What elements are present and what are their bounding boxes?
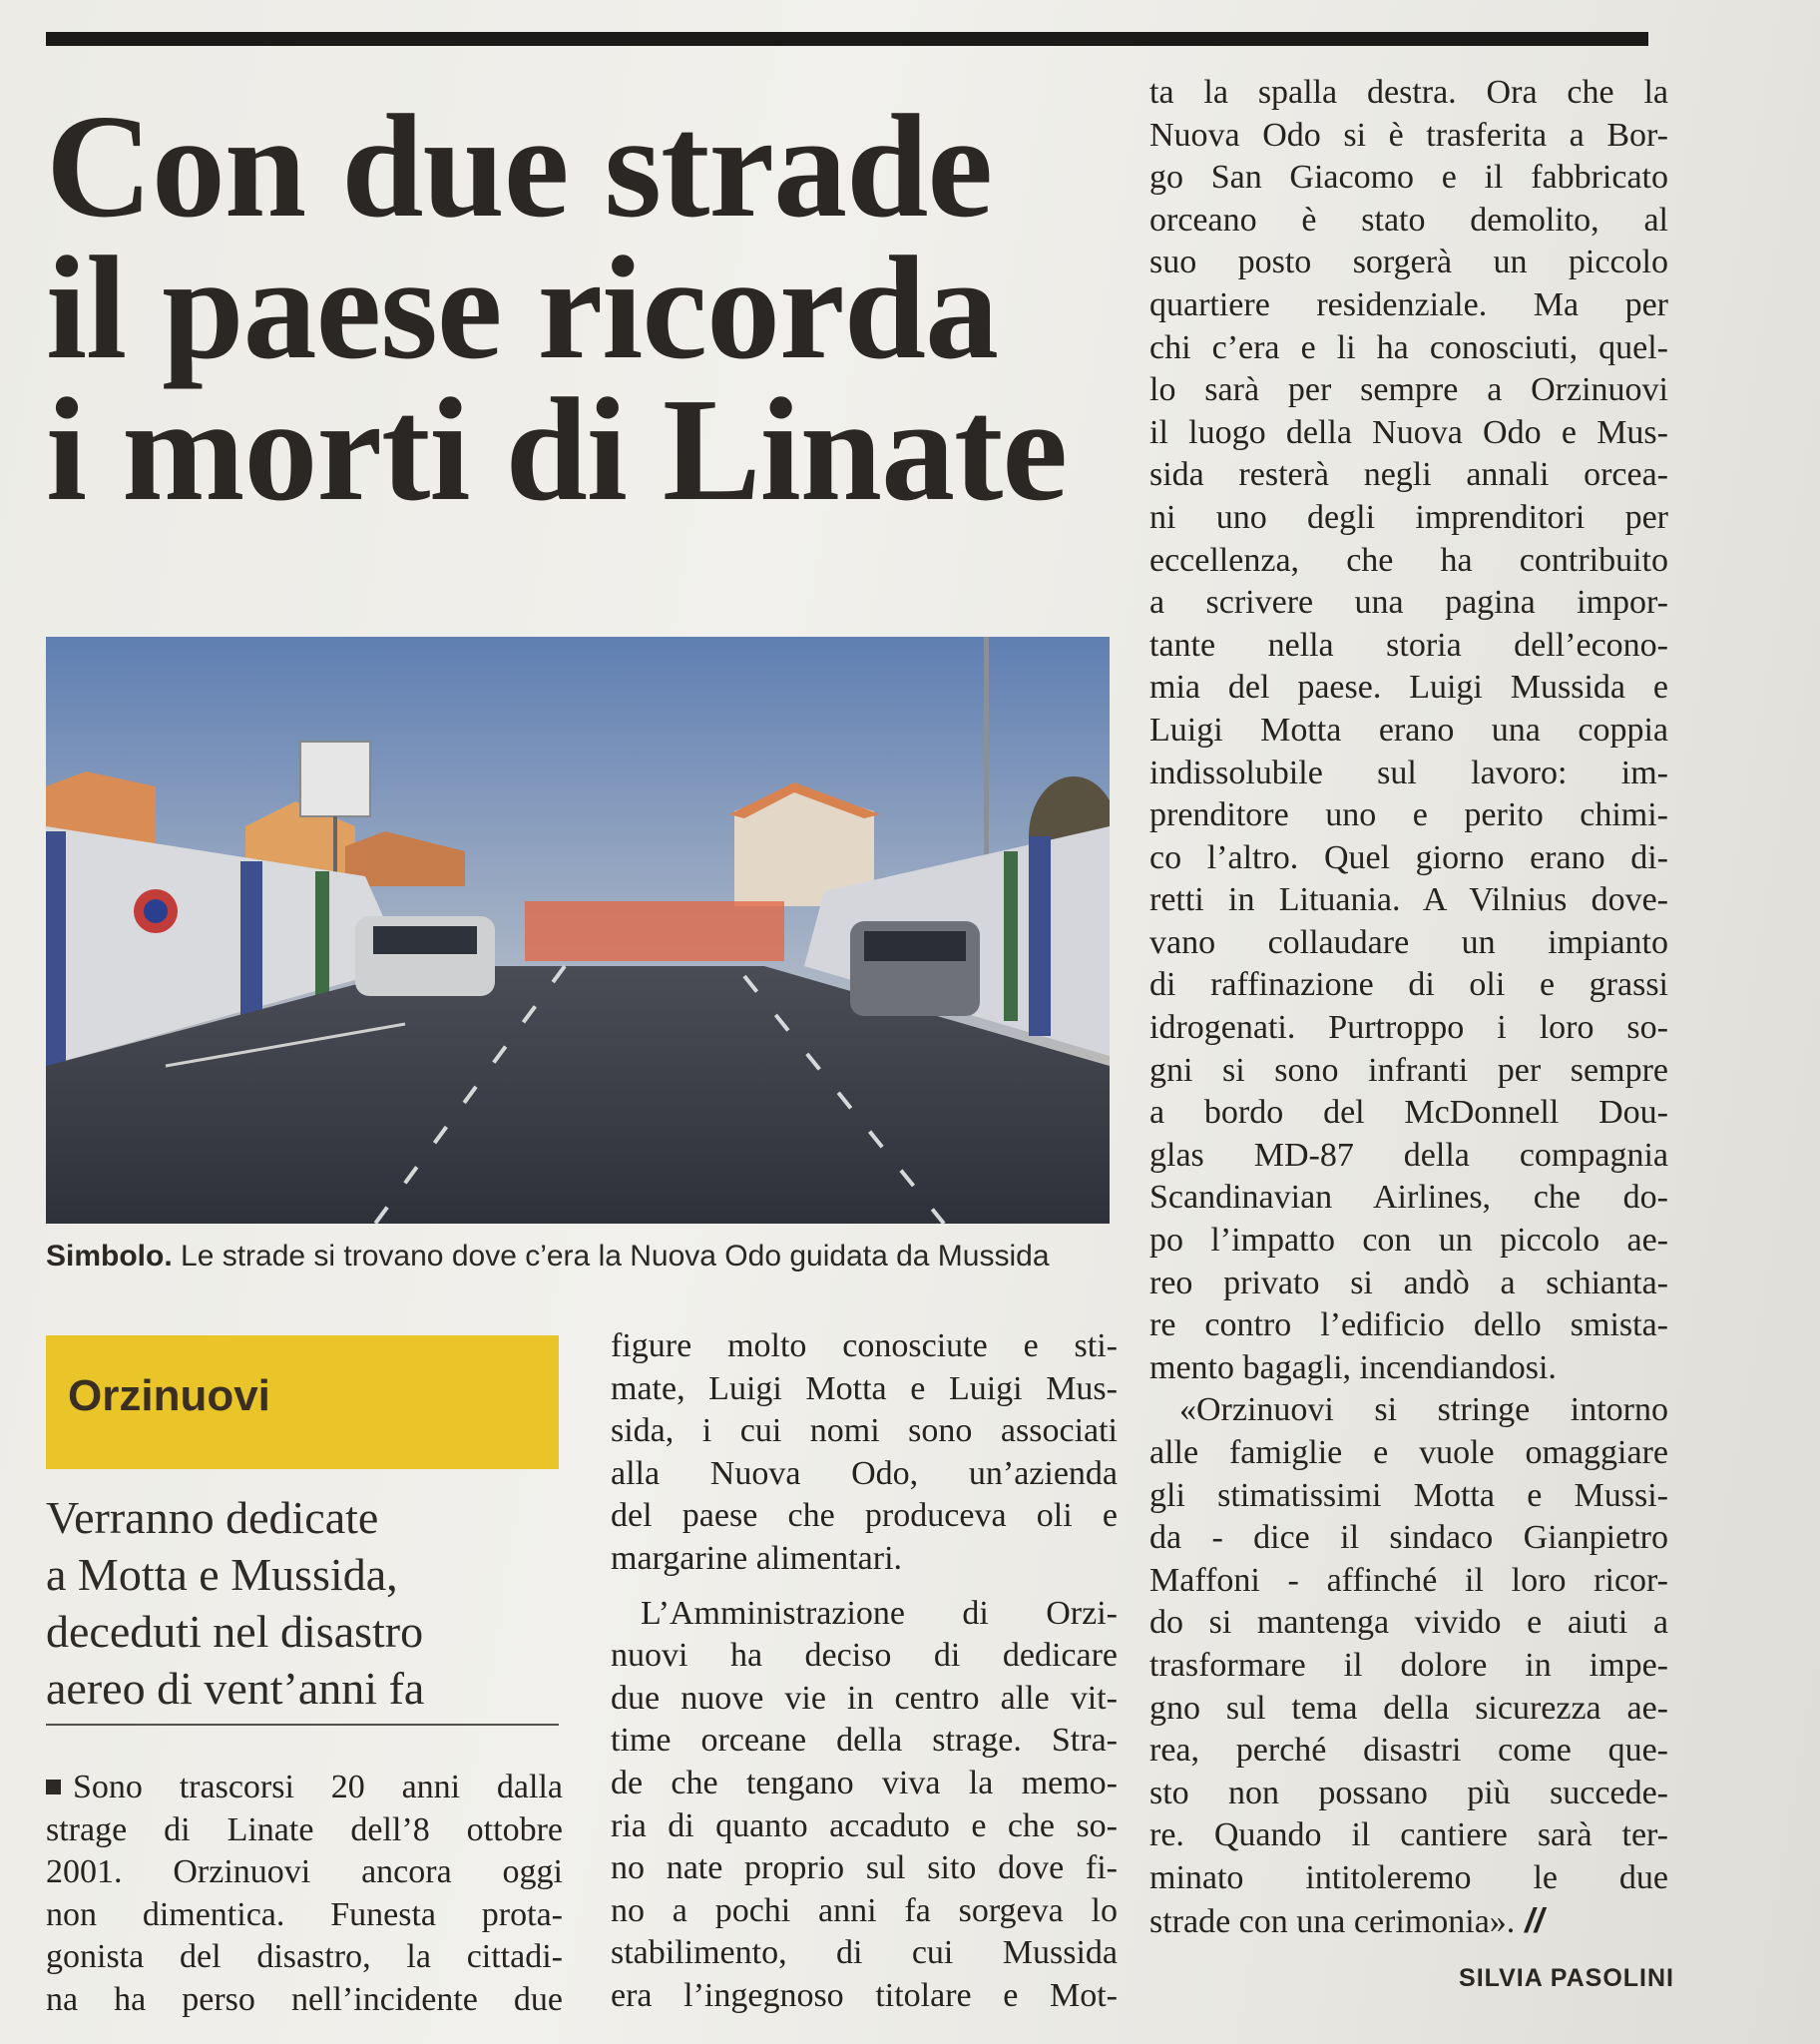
text-line: strade con una cerimonia». // xyxy=(1149,1901,1545,1940)
text-line: Maffoni - affinché il loro ricor- xyxy=(1149,1561,1668,1599)
text-line: na ha perso nell’incidente due xyxy=(46,1980,563,2018)
end-mark: // xyxy=(1525,1901,1545,1940)
headline-line: il paese ricorda xyxy=(46,227,999,390)
text-line: non dimentica. Funesta prota- xyxy=(46,1895,563,1933)
byline: SILVIA PASOLINI xyxy=(1459,1964,1674,1992)
text-line: era l’ingegnoso titolare e Mot- xyxy=(611,1976,1118,2014)
text-line: re. Quando il cantiere sarà ter- xyxy=(1149,1816,1668,1854)
text-line: mia del paese. Luigi Mussida e xyxy=(1149,669,1668,707)
text-line: alla Nuova Odo, un’azienda xyxy=(611,1454,1118,1492)
text-line: ria di quanto accaduto e che so- xyxy=(611,1806,1118,1844)
subhead-line: aereo di vent’anni fa xyxy=(46,1663,425,1714)
subhead-line: deceduti nel disastro xyxy=(46,1606,424,1657)
text-line: ta la spalla destra. Ora che la xyxy=(1149,74,1668,111)
square-bullet-icon xyxy=(46,1780,61,1794)
text-line: orceano è stato demolito, al xyxy=(1149,201,1668,239)
article-column-3 xyxy=(1149,72,1668,1943)
text-line: retti in Lituania. A Vilnius dove- xyxy=(1149,881,1668,919)
text-line: due nuove vie in centro alle vit- xyxy=(611,1679,1118,1717)
text-line: a scrivere una pagina impor- xyxy=(1149,584,1668,622)
text-line: gni si sono infranti per sempre xyxy=(1149,1051,1668,1089)
text-line: margarine alimentari. xyxy=(611,1539,903,1577)
text-line: strage di Linate dell’8 ottobre xyxy=(46,1810,563,1848)
text-line: do si mantenga vivido e aiuti a xyxy=(1149,1604,1668,1642)
text-line: figure molto conosciute e sti- xyxy=(611,1327,1118,1364)
subhead-line: a Motta e Mussida, xyxy=(46,1549,398,1600)
article-column-2 xyxy=(611,1325,1118,2018)
top-rule xyxy=(46,32,1648,46)
text-line: minato intitoleremo le due xyxy=(1149,1858,1668,1896)
text-line: «Orzinuovi si stringe intorno xyxy=(1179,1391,1668,1429)
text-line: reo privato si andò a schianta- xyxy=(1149,1264,1668,1301)
article-column-1 xyxy=(46,1767,563,2022)
text-line: no a pochi anni fa sorgeva lo xyxy=(611,1891,1118,1929)
text-line: co l’altro. Quel giorno erano di- xyxy=(1149,838,1668,876)
text-line: stabilimento, di cui Mussida xyxy=(611,1934,1118,1972)
text-line: il luogo della Nuova Odo e Mus- xyxy=(1149,413,1668,451)
text-line: mento bagagli, incendiandosi. xyxy=(1149,1348,1557,1386)
text-line: Nuova Odo si è trasferita a Bor- xyxy=(1149,116,1668,154)
text-line: suo posto sorgerà un piccolo xyxy=(1149,244,1668,281)
caption-text: Le strade si trovano dove c’era la Nuova Odo guidata da Mussida xyxy=(172,1240,1050,1273)
text-line: da - dice il sindaco Gianpietro xyxy=(1149,1519,1668,1557)
headline-line: i morti di Linate xyxy=(46,368,1068,532)
headline xyxy=(46,85,1104,532)
text-line: ni uno degli imprenditori per xyxy=(1149,498,1668,536)
text-line: mate, Luigi Motta e Luigi Mus- xyxy=(611,1369,1118,1407)
headline-line: Con due strade xyxy=(46,85,993,249)
subheadline xyxy=(46,1489,565,1717)
text-line: po l’impatto con un piccolo ae- xyxy=(1149,1222,1668,1260)
text-line: 2001. Orzinuovi ancora oggi xyxy=(46,1853,563,1891)
text-line: de che tengano viva la memo- xyxy=(611,1764,1118,1801)
text-line: go San Giacomo e il fabbricato xyxy=(1149,159,1668,197)
text-line: chi c’era e li ha conosciuti, quel- xyxy=(1149,328,1668,366)
text-line: re contro l’edificio dello smista- xyxy=(1149,1306,1668,1344)
text-line: di raffinazione di oli e grassi xyxy=(1149,966,1668,1004)
caption-label: Simbolo. xyxy=(46,1240,173,1273)
text-line: rea, perché disastri come que- xyxy=(1149,1732,1668,1770)
text-line: sida, i cui nomi sono associati xyxy=(611,1412,1118,1450)
section-kicker: Orzinuovi xyxy=(46,1335,559,1469)
text-line: gli stimatissimi Motta e Mussi- xyxy=(1149,1476,1668,1514)
text-line: time orceane della strage. Stra- xyxy=(611,1722,1118,1760)
text-line: indissolubile sul lavoro: im- xyxy=(1149,754,1668,791)
text-line: trasformare il dolore in impe- xyxy=(1149,1646,1668,1684)
text-line: sida resterà negli annali orcea- xyxy=(1149,456,1668,494)
text-line: tante nella storia dell’econo- xyxy=(1149,626,1668,664)
text-line: Sono trascorsi 20 anni dalla xyxy=(46,1767,563,1809)
text-line: gonista del disastro, la cittadi- xyxy=(46,1938,563,1976)
text-line: prenditore uno e perito chimi- xyxy=(1149,796,1668,834)
text-line: sto non possano più succede- xyxy=(1149,1774,1668,1811)
text-line: gno sul tema della sicurezza ae- xyxy=(1149,1689,1668,1727)
text-line: idrogenati. Purtroppo i loro so- xyxy=(1149,1009,1668,1047)
photo-caption xyxy=(46,1240,1124,1274)
text-line: no nate proprio sul sito dove fi- xyxy=(611,1849,1118,1887)
subhead-line: Verranno dedicate xyxy=(46,1492,379,1543)
text-line: Luigi Motta erano una coppia xyxy=(1149,711,1668,749)
text-line: a bordo del McDonnell Dou- xyxy=(1149,1094,1668,1132)
text-line: glas MD-87 della compagnia xyxy=(1149,1136,1668,1174)
subhead-rule xyxy=(46,1724,559,1726)
text-line: lo sarà per sempre a Orzinuovi xyxy=(1149,371,1668,409)
text-line: Scandinavian Airlines, che do- xyxy=(1149,1179,1668,1217)
text-line: nuovi ha deciso di dedicare xyxy=(611,1637,1118,1675)
text-line: vano collaudare un impianto xyxy=(1149,923,1668,961)
street-photo-illustration xyxy=(46,637,1110,1224)
text-line: eccellenza, che ha contribuito xyxy=(1149,541,1668,579)
text-line: quartiere residenziale. Ma per xyxy=(1149,285,1668,323)
text-line: alle famiglie e vuole omaggiare xyxy=(1149,1434,1668,1471)
text-line: del paese che produceva oli e xyxy=(611,1497,1118,1535)
news-photo xyxy=(46,637,1110,1224)
text-line: L’Amministrazione di Orzi- xyxy=(641,1594,1118,1632)
